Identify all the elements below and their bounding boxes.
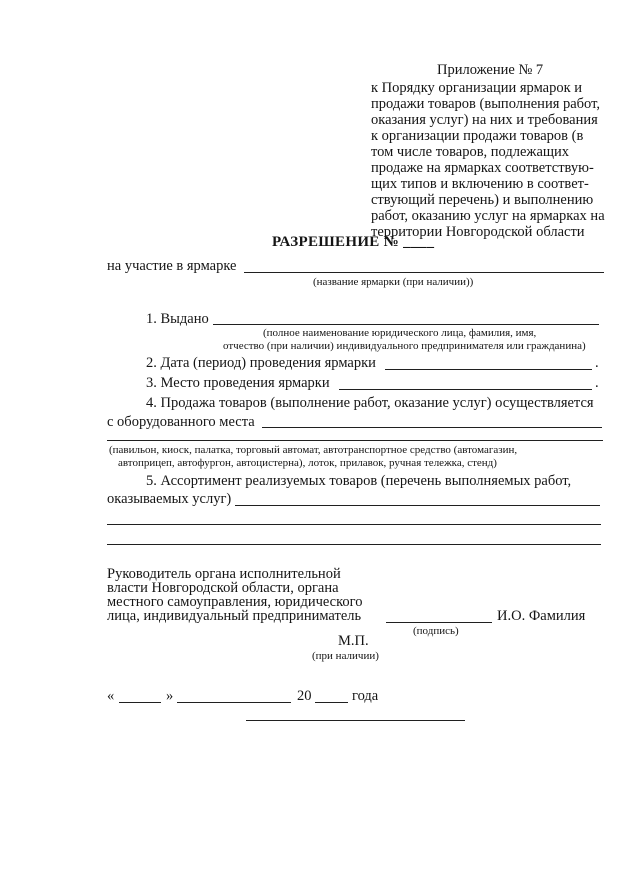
appendix-line: оказания услуг) на них и требования (371, 112, 598, 128)
year-suffix: года (352, 688, 379, 704)
date-close-quote: » (166, 688, 174, 704)
issued-label: 1. Выдано (146, 311, 209, 327)
sale-line-1: 4. Продажа товаров (выполнение работ, оказание услуг) осуществляется (146, 395, 594, 411)
appendix-line: ствующий перечень) и выполнению (371, 192, 594, 208)
sale-place-field-2[interactable] (107, 440, 603, 441)
signature-hint: (подпись) (413, 625, 459, 637)
appendix-line: территории Новгородской области (371, 224, 585, 240)
sale-hint-2: автоприцеп, автофургон, автоцистерна), лоток, прилавок, ручная тележка, стенд) (118, 457, 497, 469)
issued-hint-1: (полное наименование юридического лица, фамилия, имя, (263, 327, 537, 339)
head-line: лица, индивидуальный предприниматель (107, 608, 362, 624)
sale-line-2: с оборудованного места (107, 414, 255, 430)
year-prefix: 20 (297, 688, 312, 704)
bottom-line (246, 720, 465, 721)
assortment-field-2[interactable] (107, 524, 601, 525)
fair-hint: (название ярмарки (при наличии)) (313, 276, 474, 288)
document-title: РАЗРЕШЕНИЕ № ____ (272, 234, 435, 250)
appendix-line: том числе товаров, подлежащих (371, 144, 570, 160)
signature-field[interactable] (386, 622, 492, 623)
appendix-title: Приложение № 7 (437, 62, 544, 78)
place-end: . (595, 375, 599, 391)
day-field[interactable] (119, 702, 161, 703)
head-line: местного самоуправления, юридического (107, 594, 363, 610)
assortment-field[interactable] (235, 505, 600, 506)
issued-hint-2: отчество (при наличии) индивидуального предпринимателя или гражданина) (223, 340, 586, 352)
fair-label: на участие в ярмарке (107, 258, 237, 274)
date-end: . (595, 355, 599, 371)
stamp-hint: (при наличии) (312, 650, 379, 662)
appendix-line: продаже на ярмарках соответствую- (371, 160, 594, 176)
head-line: власти Новгородской области, органа (107, 580, 339, 596)
place-field[interactable] (339, 389, 592, 390)
head-line: Руководитель органа исполнительной (107, 566, 341, 582)
assortment-line-2: оказываемых услуг) (107, 491, 232, 507)
assortment-line-1: 5. Ассортимент реализуемых товаров (перечень выполняемых работ, (146, 473, 572, 489)
appendix-description (371, 80, 611, 240)
sale-hint-1: (павильон, киоск, палатка, торговый автомат, автотранспортное средство (автомагазин, (109, 444, 518, 456)
date-field[interactable] (385, 369, 592, 370)
fair-name-field[interactable] (244, 272, 604, 273)
year-field[interactable] (315, 702, 348, 703)
appendix-line: работ, оказанию услуг на ярмарках на (371, 208, 605, 224)
head-name: И.О. Фамилия (497, 608, 586, 624)
appendix-line: к организации продажи товаров (в (371, 128, 584, 144)
date-open-quote: « (107, 688, 115, 704)
assortment-field-3[interactable] (107, 544, 601, 545)
date-label: 2. Дата (период) проведения ярмарки (146, 355, 376, 371)
stamp-label: М.П. (338, 633, 369, 649)
month-field[interactable] (177, 702, 291, 703)
place-label: 3. Место проведения ярмарки (146, 375, 330, 391)
issued-to-field[interactable] (213, 324, 599, 325)
sale-place-field[interactable] (262, 427, 602, 428)
appendix-line: к Порядку организации ярмарок и (371, 80, 583, 96)
appendix-line: щих типов и включению в соответ- (371, 176, 589, 192)
appendix-line: продажи товаров (выполнения работ, (371, 96, 600, 112)
